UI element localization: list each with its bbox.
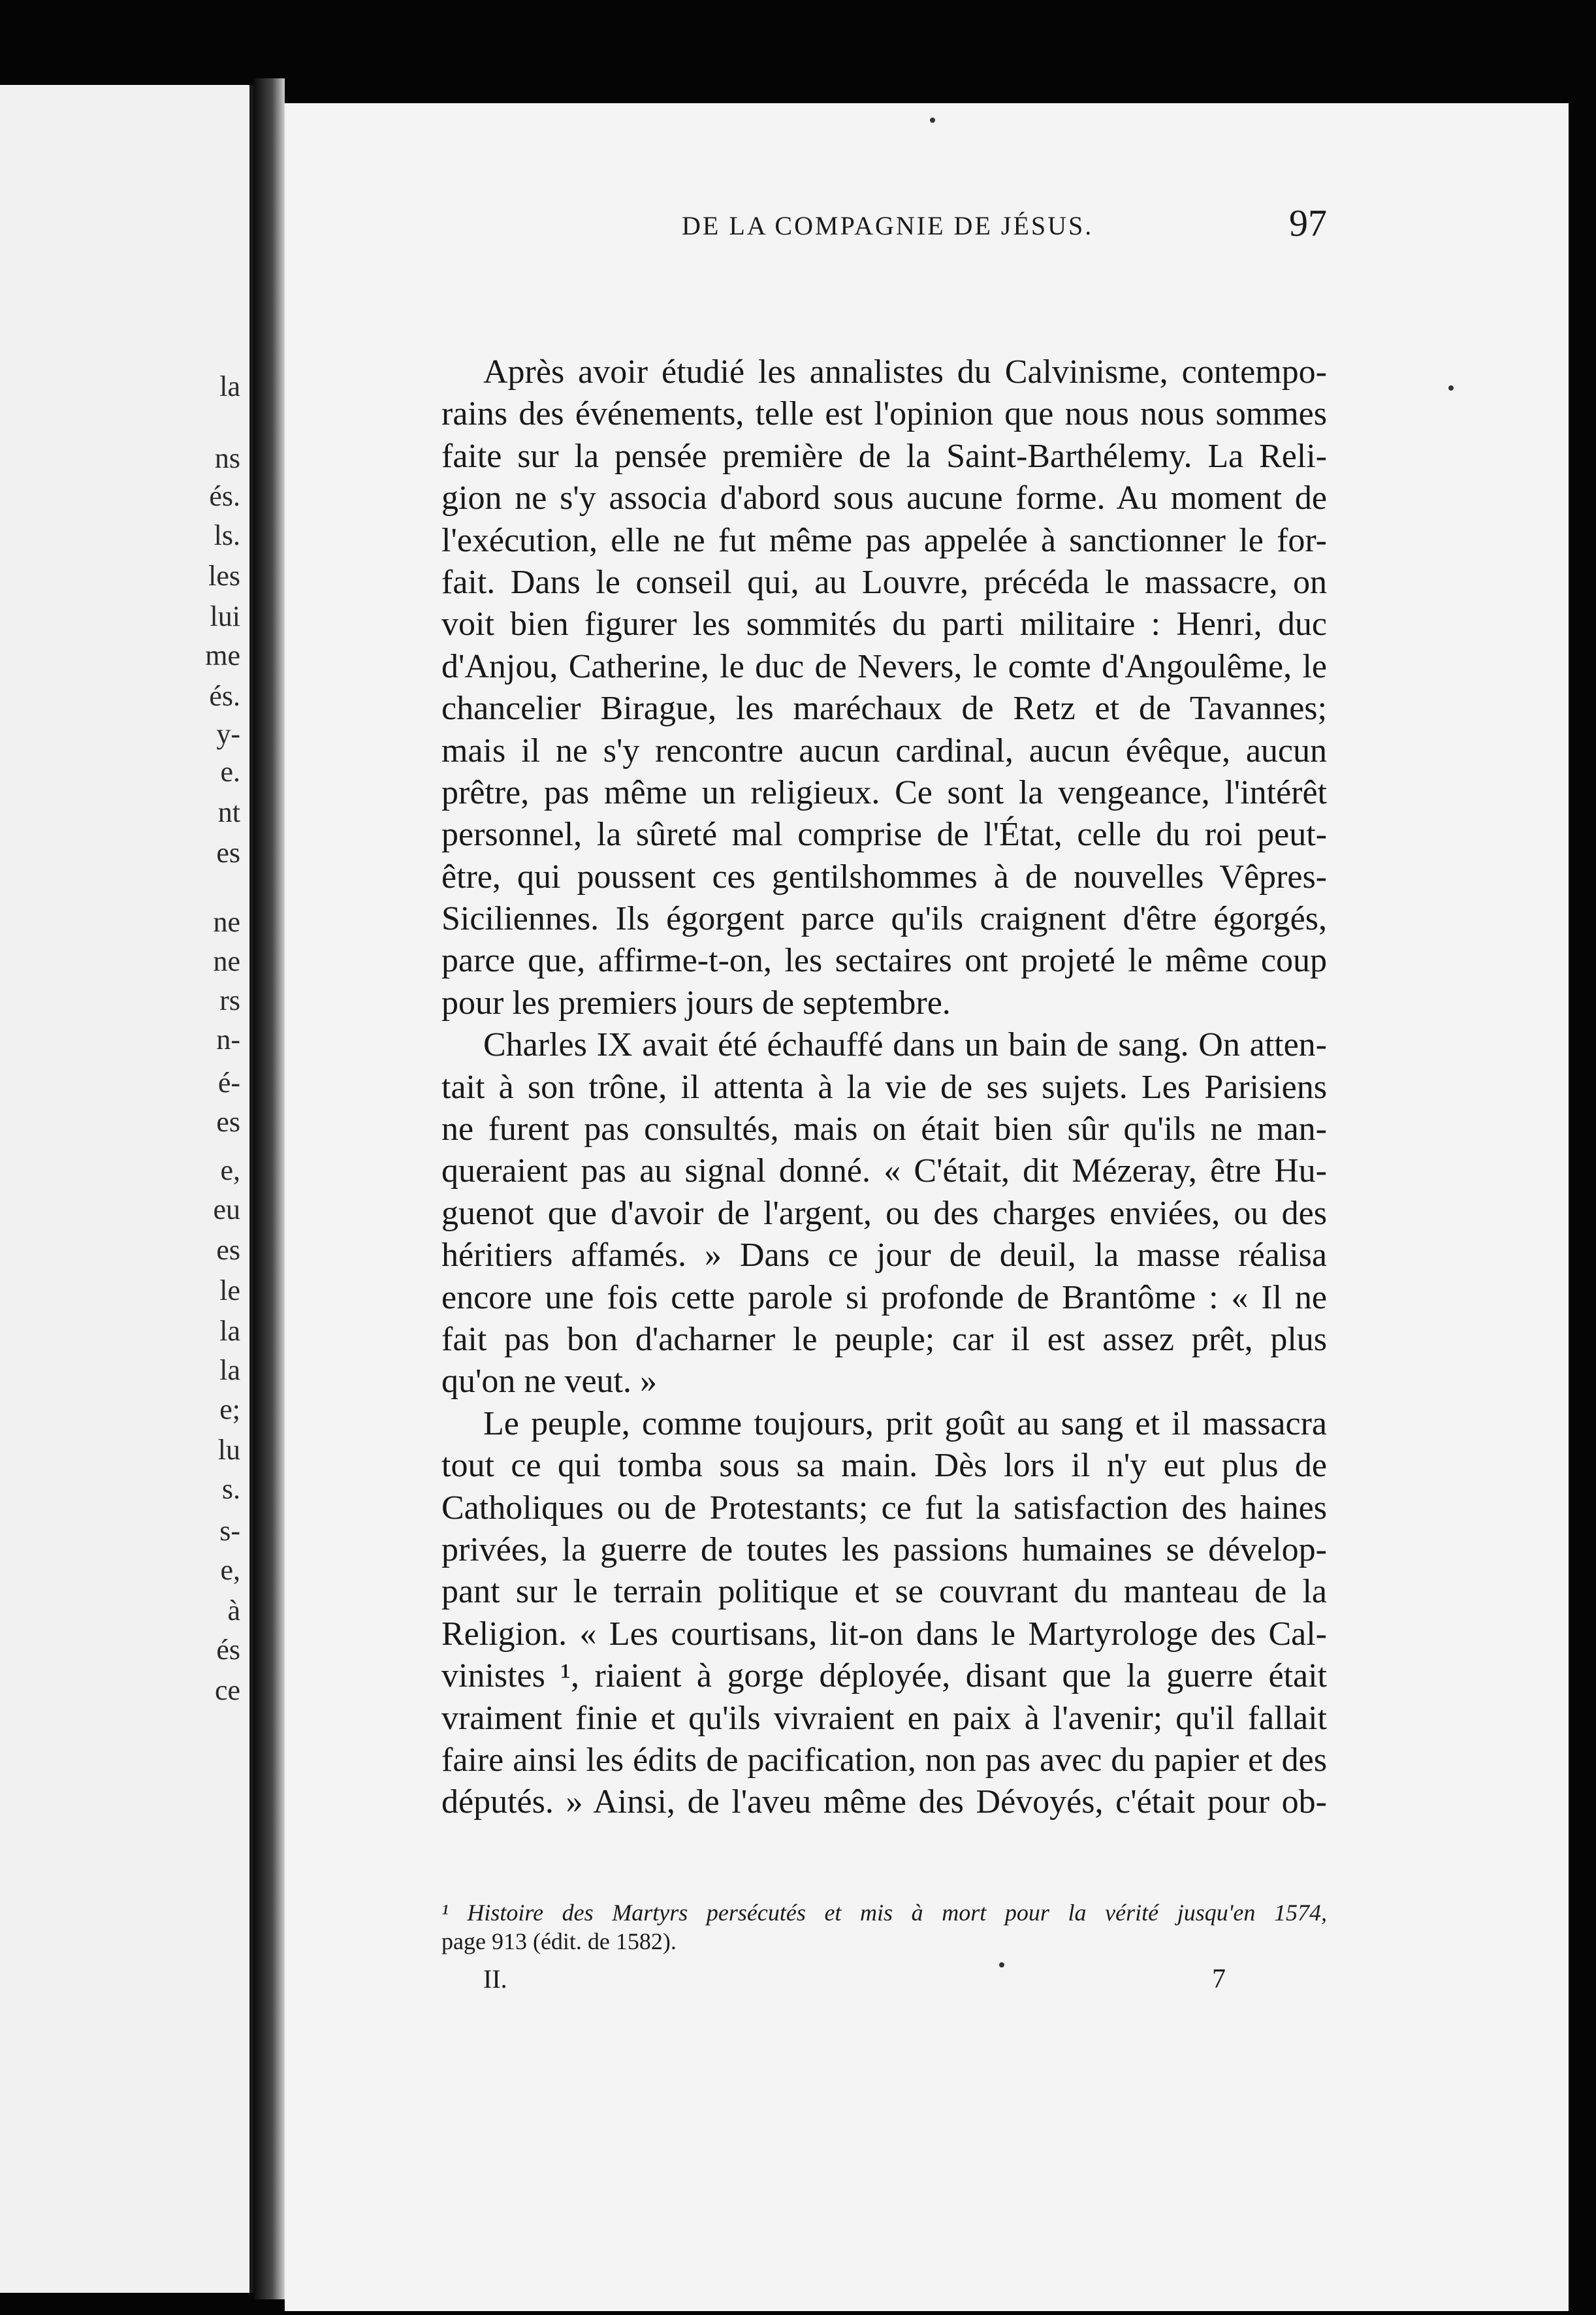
facing-page-fragment-text: lui: [210, 600, 240, 632]
text-line: Catholiques ou de Protestants; ce fut la satisfaction des haines: [441, 1489, 1327, 1527]
facing-page-fragment-text: es: [216, 837, 240, 869]
text-line: guenot que d'avoir de l'argent, ou des charges enviées, ou des: [441, 1194, 1327, 1232]
ink-speck: [930, 118, 935, 123]
facing-page-fragment-text: lu: [217, 1434, 240, 1466]
footnote-line: ¹ Histoire des Martyrs persécutés et mis à mort pour la vérité jusqu'en 1574,: [441, 1900, 1327, 1926]
text-line: être, qui poussent ces gentilshommes à de nouvelles Vêpres-: [441, 858, 1327, 896]
text-line: voit bien figurer les sommités du parti militaire : Henri, duc: [441, 606, 1327, 643]
text-line: parce que, affirme-t-on, les sectaires ont projeté le même coup: [441, 942, 1327, 980]
facing-page-fragment-text: la: [219, 370, 240, 402]
body-text: [441, 351, 1327, 1824]
facing-page-fragment-text: ce: [214, 1674, 240, 1706]
text-line: ne furent pas consultés, mais on était bien sûr qu'ils ne man-: [441, 1110, 1327, 1148]
text-line: héritiers affamés. » Dans ce jour de deuil, la masse réalisa: [441, 1237, 1327, 1274]
facing-page-fragment-text: n-: [216, 1024, 240, 1056]
text-line: l'exécution, elle ne fut même pas appelée à sanctionner le for-: [441, 521, 1327, 559]
text-line: Après avoir étudié les annalistes du Calvinisme, contempo-: [483, 353, 1327, 391]
text-line: faite sur la pensée première de la Saint-Barthélemy. La Reli-: [441, 437, 1327, 475]
text-line: qu'on ne veut. »: [441, 1363, 657, 1400]
text-line: Le peuple, comme toujours, prit goût au sang et il massacra: [483, 1404, 1327, 1442]
facing-page-fragment-text: ns: [214, 442, 240, 474]
text-line: Charles IX avait été échauffé dans un bain de sang. On atten-: [483, 1026, 1327, 1064]
footnote: [441, 1898, 1327, 1956]
text-line: fait pas bon d'acharner le peuple; car il est assez prêt, plus: [441, 1320, 1327, 1358]
page-header: [405, 201, 1327, 247]
facing-page-fragment-text: ne: [213, 906, 240, 938]
text-line: Siciliennes. Ils égorgent parce qu'ils craignent d'être égorgés,: [441, 900, 1327, 938]
facing-page-fragment-text: és.: [209, 480, 240, 512]
facing-page-fragment-text: les: [208, 560, 240, 592]
text-line: pant sur le terrain politique et se couvrant du manteau de la: [441, 1573, 1327, 1611]
book-gutter: [253, 78, 285, 2299]
facing-page-fragment-text: e,: [220, 1554, 240, 1586]
text-line: d'Anjou, Catherine, le duc de Nevers, le comte d'Angoulême, le: [441, 647, 1327, 685]
facing-page-fragment: [0, 85, 253, 2293]
facing-page-fragment-text: eu: [213, 1193, 240, 1225]
facing-page-fragment-text: e,: [220, 1154, 240, 1186]
signature-mark: II.: [483, 1964, 507, 1994]
text-line: prêtre, pas même un religieux. Ce sont la vengeance, l'intérêt: [441, 773, 1327, 811]
facing-page-fragment-text: le: [219, 1274, 240, 1306]
text-line: Religion. « Les courtisans, lit-on dans le Martyrologe des Cal-: [441, 1615, 1327, 1653]
facing-page-fragment-text: é-: [217, 1067, 240, 1099]
facing-page-fragment-text: es: [216, 1234, 240, 1266]
text-line: encore une fois cette parole si profonde de Brantôme : « Il ne: [441, 1278, 1327, 1316]
text-line: tout ce qui tomba sous sa main. Dès lors il n'y eut plus de: [441, 1447, 1327, 1485]
facing-page-fragment-text: és: [216, 1634, 240, 1666]
text-line: tait à son trône, il attenta à la vie de ses sujets. Les Parisiens: [441, 1068, 1327, 1106]
text-line: fait. Dans le conseil qui, au Louvre, précéda le massacre, on: [441, 563, 1327, 601]
ink-speck: [1448, 385, 1454, 391]
facing-page-fragment-text: la: [219, 1354, 240, 1386]
text-line: faire ainsi les édits de pacification, non pas avec du papier et des: [441, 1741, 1327, 1779]
facing-page-fragment-text: la: [219, 1315, 240, 1347]
facing-page-fragment-text: e;: [219, 1393, 240, 1425]
facing-page-fragment-text: à: [227, 1595, 240, 1627]
text-line: chancelier Birague, les maréchaux de Retz et de Tavannes;: [441, 690, 1327, 728]
facing-page-fragment-text: es: [216, 1106, 240, 1138]
text-line: queraient pas au signal donné. « C'était, dit Mézeray, être Hu-: [441, 1152, 1327, 1190]
footnote-line: page 913 (édit. de 1582).: [441, 1928, 677, 1954]
ink-speck: [999, 1962, 1004, 1967]
text-line: vinistes ¹, riaient à gorge déployée, disant que la guerre était: [441, 1657, 1327, 1695]
text-line: rains des événements, telle est l'opinion que nous nous sommes: [441, 395, 1327, 433]
text-line: personnel, la sûreté mal comprise de l'État, celle du roi peut-: [441, 816, 1327, 854]
text-line: privées, la guerre de toutes les passions humaines se dévelop-: [441, 1530, 1327, 1568]
text-line: pour les premiers jours de septembre.: [441, 984, 951, 1022]
running-head: DE LA COMPAGNIE DE JÉSUS.: [682, 211, 1094, 240]
facing-page-fragment-text: rs: [219, 984, 240, 1016]
facing-page-fragment-text: ls.: [214, 519, 240, 551]
facing-page-fragment-text: és.: [209, 680, 240, 712]
text-line: vraiment finie et qu'ils vivraient en paix à l'avenir; qu'il fallait: [441, 1699, 1327, 1737]
page-number: 97: [1289, 202, 1327, 244]
facing-page-fragment-text: nt: [217, 796, 240, 828]
facing-page-fragment-text: e.: [220, 756, 240, 788]
facing-page-fragment-text: s-: [219, 1515, 240, 1547]
facing-page-fragment-text: s.: [221, 1473, 240, 1505]
text-line: mais il ne s'y rencontre aucun cardinal, aucun évêque, aucun: [441, 732, 1327, 769]
facing-page-fragment-text: ne: [213, 945, 240, 977]
text-line: députés. » Ainsi, de l'aveu même des Dévoyés, c'était pour ob-: [441, 1783, 1327, 1821]
facing-page-fragment-text: me: [205, 639, 240, 672]
text-line: gion ne s'y associa d'abord sous aucune forme. Au moment de: [441, 479, 1327, 517]
gathering-number: 7: [1212, 1964, 1226, 1994]
facing-page-fragment-text: y-: [216, 718, 240, 750]
